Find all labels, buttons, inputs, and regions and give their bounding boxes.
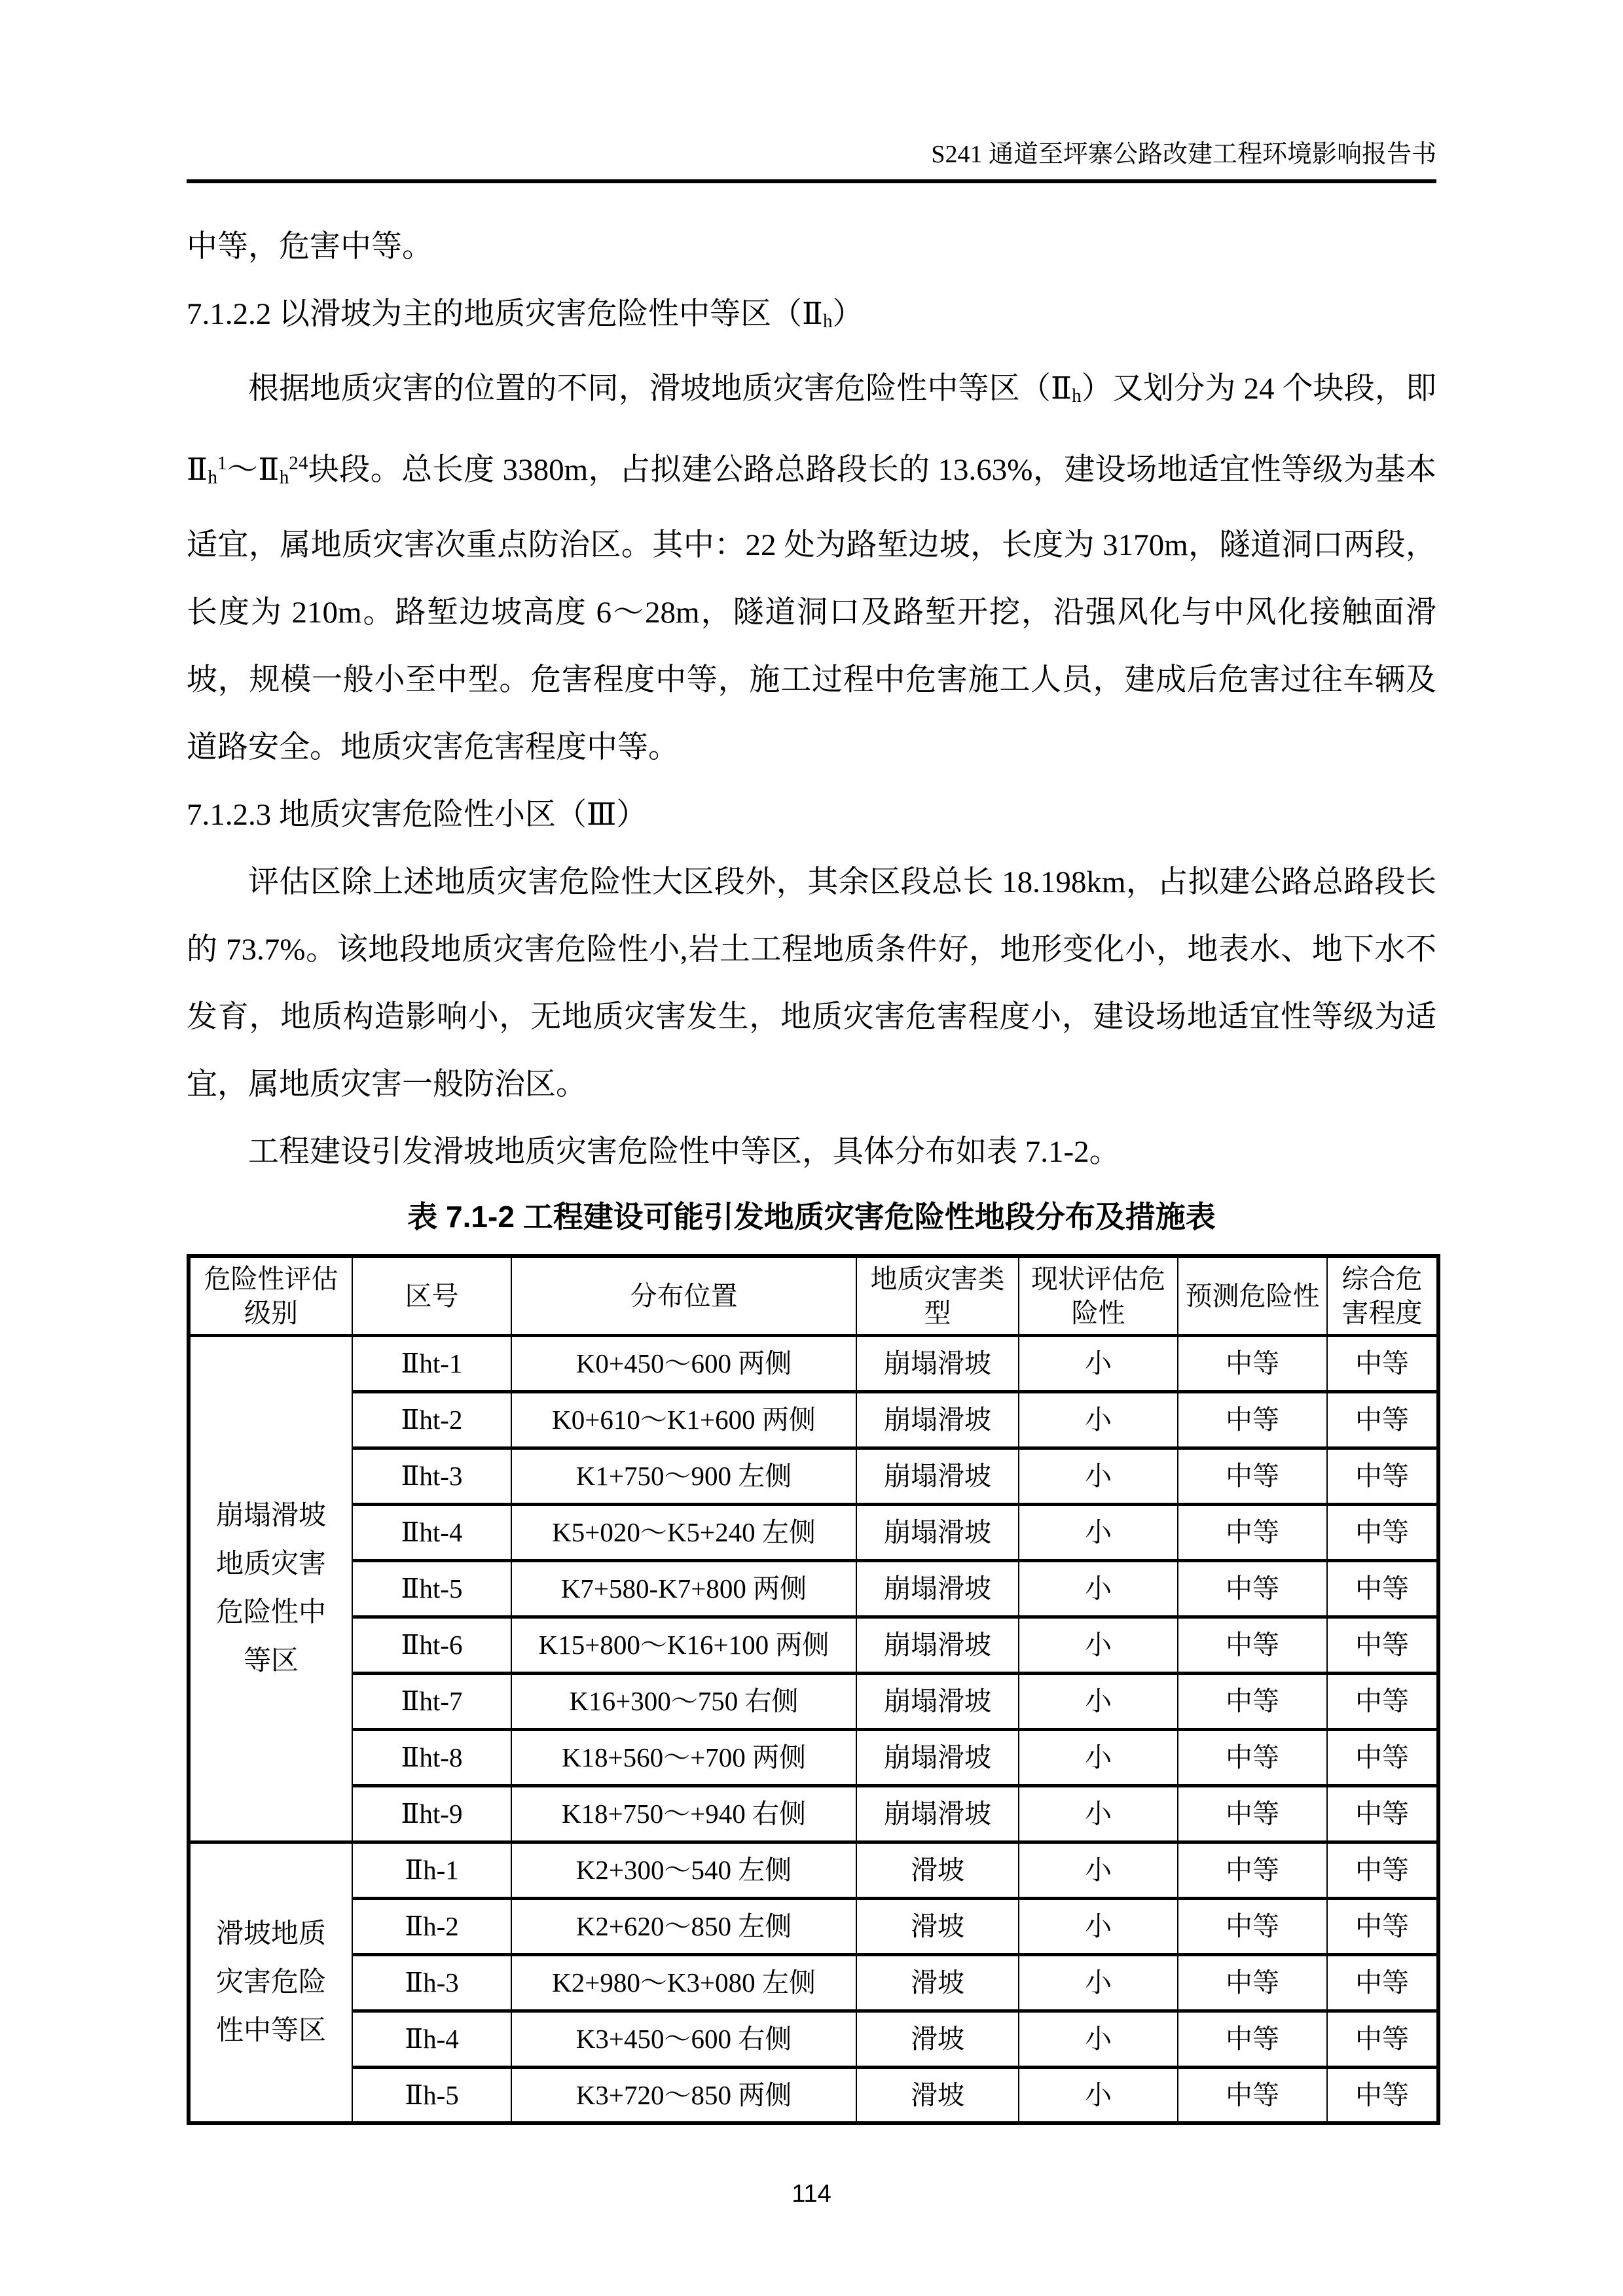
paragraph-subscript: h [279, 467, 289, 488]
table-row [189, 1842, 1438, 1898]
hazard-type-cell: 崩塌滑坡 [856, 1560, 1019, 1617]
col-header-current-risk: 现状评估危险性 [1019, 1256, 1178, 1336]
overall-risk-cell: 中等 [1327, 1842, 1438, 1898]
current-risk-cell: 小 [1019, 1785, 1178, 1842]
zone-code-cell: Ⅱht-6 [352, 1617, 511, 1673]
zone-code-cell: Ⅱh-5 [352, 2067, 511, 2123]
table-row [189, 2067, 1438, 2123]
paragraph-7-1-2-3: 评估区除上述地质灾害危险性大区段外，其余区段总长 18.198km，占拟建公路总路段长的 73.7%。该地段地质灾害危险性小,岩土工程地质条件好，地形变化小，地表水、地下水不发育，地质构造影响小，无地质灾害发生，地质灾害危害程度小，建设场地适宜性等级为适宜，属地质灾害一般防治区。 [187, 865, 1436, 1102]
paragraph-continuation: 中等，危害中等。 [187, 230, 433, 264]
hazard-type-cell: 崩塌滑坡 [856, 1785, 1019, 1842]
overall-risk-cell: 中等 [1327, 1504, 1438, 1560]
col-header-predicted-risk: 预测危险性 [1178, 1256, 1327, 1336]
table-row [189, 1729, 1438, 1785]
hazard-distribution-table [187, 1254, 1440, 2126]
group-label-cell: 崩塌滑坡地质灾害危险性中等区 [189, 1335, 352, 1842]
table-caption: 表 7.1-2 工程建设可能引发地质灾害危险性地段分布及措施表 [407, 1199, 1216, 1234]
col-header-overall-harm: 综合危害程度 [1327, 1256, 1438, 1336]
page-header [187, 139, 1436, 183]
location-cell: K2+620～850 左侧 [511, 1898, 856, 1954]
location-cell: K0+610～K1+600 两侧 [511, 1391, 856, 1448]
predicted-risk-cell: 中等 [1178, 1785, 1327, 1842]
section-heading-7-1-2-3: 7.1.2.3 地质灾害危险性小区（Ⅲ） [187, 797, 647, 832]
table-row [189, 1448, 1438, 1504]
heading-text: 7.1.2.2 以滑坡为主的地质灾害危险性中等区（Ⅱ [187, 297, 823, 331]
predicted-risk-cell: 中等 [1178, 1954, 1327, 2011]
paragraph-text: 块段。总长度 3380m，占拟建公路总路段长的 13.63%，建设场地适宜性等级为基本适宜，属地质灾害次重点防治区。其中：22 处为路堑边坡，长度为 3170m，隧道洞口两段，长度为 210m。路堑边坡高度 6～28m，隧道洞口及路堑开挖，沿强风化与中风化接触面滑坡，规模一般小至中型。危害程度中等，施工过程中危害施工人员，建成后危害过往车辆及道路安全。地质灾害危害程度中等。 [187, 453, 1436, 764]
hazard-type-cell: 崩塌滑坡 [856, 1391, 1019, 1448]
zone-code-cell: Ⅱht-8 [352, 1729, 511, 1785]
location-cell: K5+020～K5+240 左侧 [511, 1504, 856, 1560]
current-risk-cell: 小 [1019, 1335, 1178, 1391]
zone-code-cell: Ⅱh-4 [352, 2011, 511, 2067]
predicted-risk-cell: 中等 [1178, 1335, 1327, 1391]
zone-code-cell: Ⅱh-1 [352, 1842, 511, 1898]
table-row [189, 1954, 1438, 2011]
current-risk-cell: 小 [1019, 1504, 1178, 1560]
zone-code-cell: Ⅱh-2 [352, 1898, 511, 1954]
heading-text: ） [832, 297, 864, 331]
location-cell: K3+450～600 右侧 [511, 2011, 856, 2067]
hazard-type-cell: 崩塌滑坡 [856, 1729, 1019, 1785]
location-cell: K18+750～+940 右侧 [511, 1785, 856, 1842]
overall-risk-cell: 中等 [1327, 1448, 1438, 1504]
zone-code-cell: Ⅱht-7 [352, 1673, 511, 1729]
col-header-risk-level: 危险性评估级别 [189, 1256, 352, 1336]
hazard-type-cell: 崩塌滑坡 [856, 1673, 1019, 1729]
table-row [189, 1560, 1438, 1617]
hazard-type-cell: 滑坡 [856, 1954, 1019, 2011]
header-title: S241 通道至坪寨公路改建工程环境影响报告书 [931, 141, 1436, 168]
overall-risk-cell: 中等 [1327, 1729, 1438, 1785]
hazard-type-cell: 崩塌滑坡 [856, 1617, 1019, 1673]
current-risk-cell: 小 [1019, 1560, 1178, 1617]
current-risk-cell: 小 [1019, 1842, 1178, 1898]
current-risk-cell: 小 [1019, 1729, 1178, 1785]
overall-risk-cell: 中等 [1327, 2067, 1438, 2123]
hazard-type-cell: 滑坡 [856, 2011, 1019, 2067]
location-cell: K18+560～+700 两侧 [511, 1729, 856, 1785]
paragraph-text: ）又划分为 24 个块段，即Ⅱ [187, 372, 1436, 488]
current-risk-cell: 小 [1019, 1898, 1178, 1954]
paragraph-text: ～Ⅱ [227, 453, 280, 488]
location-cell: K15+800～K16+100 两侧 [511, 1617, 856, 1673]
overall-risk-cell: 中等 [1327, 1391, 1438, 1448]
zone-code-cell: Ⅱht-1 [352, 1335, 511, 1391]
hazard-type-cell: 崩塌滑坡 [856, 1448, 1019, 1504]
paragraph-subscript: h [208, 467, 217, 488]
location-cell: K0+450～600 两侧 [511, 1335, 856, 1391]
predicted-risk-cell: 中等 [1178, 1898, 1327, 1954]
overall-risk-cell: 中等 [1327, 1617, 1438, 1673]
paragraph-superscript: 1 [217, 453, 227, 475]
zone-code-cell: Ⅱht-3 [352, 1448, 511, 1504]
table-row [189, 1504, 1438, 1560]
location-cell: K7+580-K7+800 两侧 [511, 1560, 856, 1617]
zone-code-cell: Ⅱh-3 [352, 1954, 511, 2011]
heading-subscript: h [822, 311, 833, 332]
col-header-location: 分布位置 [511, 1256, 856, 1336]
paragraph-superscript: 24 [289, 453, 308, 475]
table-header-row [189, 1256, 1438, 1336]
zone-code-cell: Ⅱht-5 [352, 1560, 511, 1617]
predicted-risk-cell: 中等 [1178, 2067, 1327, 2123]
current-risk-cell: 小 [1019, 2067, 1178, 2123]
predicted-risk-cell: 中等 [1178, 2011, 1327, 2067]
predicted-risk-cell: 中等 [1178, 1504, 1327, 1560]
paragraph-text: 根据地质灾害的位置的不同，滑坡地质灾害危险性中等区（Ⅱ [248, 372, 1072, 406]
current-risk-cell: 小 [1019, 2011, 1178, 2067]
overall-risk-cell: 中等 [1327, 1673, 1438, 1729]
current-risk-cell: 小 [1019, 1391, 1178, 1448]
overall-risk-cell: 中等 [1327, 1898, 1438, 1954]
table-row [189, 1673, 1438, 1729]
predicted-risk-cell: 中等 [1178, 1391, 1327, 1448]
table-row [189, 2011, 1438, 2067]
table-row [189, 1785, 1438, 1842]
predicted-risk-cell: 中等 [1178, 1560, 1327, 1617]
current-risk-cell: 小 [1019, 1673, 1178, 1729]
predicted-risk-cell: 中等 [1178, 1842, 1327, 1898]
col-header-hazard-type: 地质灾害类型 [856, 1256, 1019, 1336]
overall-risk-cell: 中等 [1327, 1560, 1438, 1617]
table-row [189, 1391, 1438, 1448]
page-content [187, 213, 1436, 2208]
col-header-zone-code: 区号 [352, 1256, 511, 1336]
hazard-type-cell: 滑坡 [856, 2067, 1019, 2123]
predicted-risk-cell: 中等 [1178, 1673, 1327, 1729]
overall-risk-cell: 中等 [1327, 1785, 1438, 1842]
predicted-risk-cell: 中等 [1178, 1617, 1327, 1673]
overall-risk-cell: 中等 [1327, 1954, 1438, 2011]
zone-code-cell: Ⅱht-9 [352, 1785, 511, 1842]
location-cell: K3+720～850 两侧 [511, 2067, 856, 2123]
predicted-risk-cell: 中等 [1178, 1729, 1327, 1785]
current-risk-cell: 小 [1019, 1954, 1178, 2011]
current-risk-cell: 小 [1019, 1448, 1178, 1504]
hazard-type-cell: 崩塌滑坡 [856, 1504, 1019, 1560]
table-row [189, 1898, 1438, 1954]
table-row [189, 1335, 1438, 1391]
section-heading-7-1-2-2 [187, 281, 1436, 355]
group-label-cell: 滑坡地质灾害危险性中等区 [189, 1842, 352, 2123]
location-cell: K2+300～540 左侧 [511, 1842, 856, 1898]
hazard-type-cell: 滑坡 [856, 1842, 1019, 1898]
hazard-type-cell: 崩塌滑坡 [856, 1335, 1019, 1391]
zone-code-cell: Ⅱht-4 [352, 1504, 511, 1560]
zone-code-cell: Ⅱht-2 [352, 1391, 511, 1448]
location-cell: K16+300～750 右侧 [511, 1673, 856, 1729]
hazard-type-cell: 滑坡 [856, 1898, 1019, 1954]
location-cell: K1+750～900 左侧 [511, 1448, 856, 1504]
table-row [189, 1617, 1438, 1673]
current-risk-cell: 小 [1019, 1617, 1178, 1673]
predicted-risk-cell: 中等 [1178, 1448, 1327, 1504]
page-number: 114 [792, 2180, 831, 2208]
overall-risk-cell: 中等 [1327, 2011, 1438, 2067]
location-cell: K2+980～K3+080 左侧 [511, 1954, 856, 2011]
paragraph-7-1-2-2 [187, 355, 1436, 781]
paragraph-table-intro: 工程建设引发滑坡地质灾害危险性中等区，具体分布如表 7.1-2。 [248, 1134, 1120, 1169]
paragraph-subscript: h [1072, 386, 1082, 407]
overall-risk-cell: 中等 [1327, 1335, 1438, 1391]
